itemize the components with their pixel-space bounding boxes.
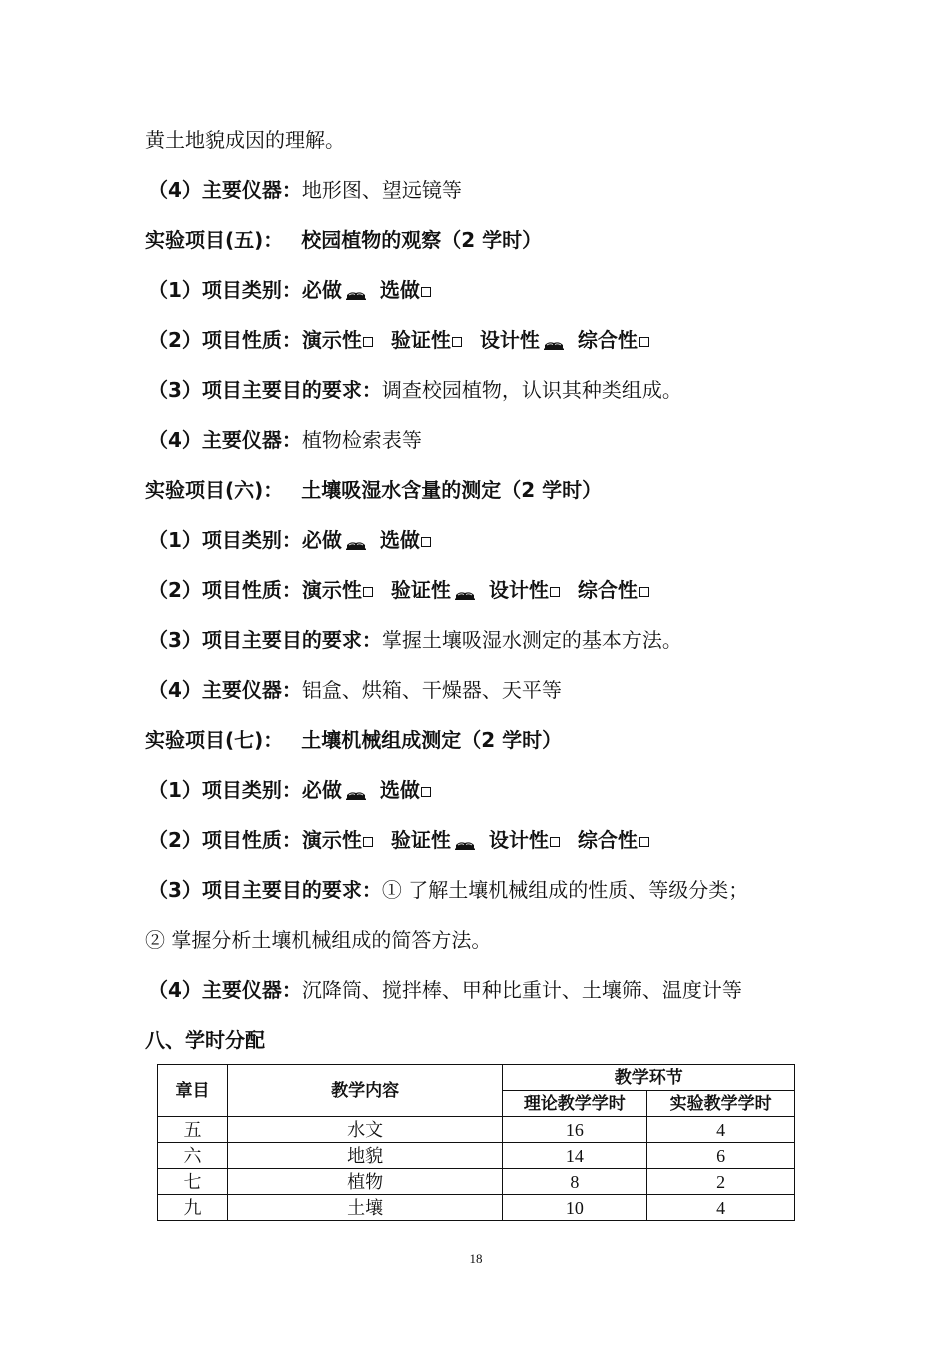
project-6-nature: （2）项目性质：演示性 验证性 设计性 综合性 — [148, 577, 649, 603]
checkbox-icon — [452, 337, 462, 347]
header-chapter: 章目 — [158, 1065, 228, 1117]
table-row — [158, 1143, 795, 1169]
checkbox-icon — [550, 837, 560, 847]
checkbox-icon — [550, 587, 560, 597]
checked-mark-icon — [455, 839, 475, 850]
cell-content: 土壤 — [227, 1195, 503, 1221]
cell-theory: 8 — [503, 1169, 647, 1195]
instrument-line: （4）主要仪器：地形图、望远镜等 — [148, 178, 462, 202]
text-line: 黄土地貌成因的理解。 — [145, 128, 345, 152]
project-5-goal: （3）项目主要目的要求：调查校园植物，认识其种类组成。 — [148, 378, 682, 402]
project-7-category: （1）项目类别：必做 选做 — [148, 777, 431, 803]
project-5-heading: 实验项目(五)： 校园植物的观察（2 学时） — [145, 228, 543, 252]
header-content: 教学内容 — [227, 1065, 503, 1117]
cell-lab: 4 — [647, 1195, 795, 1221]
cell-content: 植物 — [227, 1169, 503, 1195]
checkbox-icon — [639, 837, 649, 847]
project-6-heading: 实验项目(六)： 土壤吸湿水含量的测定（2 学时） — [145, 478, 603, 502]
checked-mark-icon — [544, 339, 564, 350]
checked-mark-icon — [346, 789, 366, 800]
checkbox-icon — [639, 337, 649, 347]
header-lab: 实验教学学时 — [647, 1091, 795, 1117]
header-teaching: 教学环节 — [503, 1065, 795, 1091]
cell-content: 水文 — [227, 1117, 503, 1143]
cell-chapter: 九 — [158, 1195, 228, 1221]
cell-theory: 14 — [503, 1143, 647, 1169]
cell-theory: 10 — [503, 1195, 647, 1221]
project-7-goal: （3）项目主要目的要求：① 了解土壤机械组成的性质、等级分类； — [148, 878, 749, 902]
checkbox-icon — [363, 337, 373, 347]
header-theory: 理论教学学时 — [503, 1091, 647, 1117]
cell-lab: 2 — [647, 1169, 795, 1195]
cell-chapter: 六 — [158, 1143, 228, 1169]
checkbox-icon — [363, 837, 373, 847]
checkbox-icon — [421, 537, 431, 547]
project-7-nature: （2）项目性质：演示性 验证性 设计性 综合性 — [148, 827, 649, 853]
project-5-instruments: （4）主要仪器：植物检索表等 — [148, 428, 422, 452]
checkbox-icon — [421, 287, 431, 297]
project-6-goal: （3）项目主要目的要求：掌握土壤吸湿水测定的基本方法。 — [148, 628, 682, 652]
table-row — [158, 1195, 795, 1221]
cell-lab: 4 — [647, 1117, 795, 1143]
project-5-nature: （2）项目性质：演示性 验证性 设计性 综合性 — [148, 327, 649, 353]
checked-mark-icon — [346, 289, 366, 300]
cell-theory: 16 — [503, 1117, 647, 1143]
project-6-category: （1）项目类别：必做 选做 — [148, 527, 431, 553]
checked-mark-icon — [346, 539, 366, 550]
table-row — [158, 1117, 795, 1143]
checked-mark-icon — [455, 589, 475, 600]
section-heading: 八、学时分配 — [145, 1028, 265, 1052]
table-row — [158, 1169, 795, 1195]
project-7-instruments: （4）主要仪器：沉降筒、搅拌棒、甲种比重计、土壤筛、温度计等 — [148, 978, 742, 1002]
checkbox-icon — [363, 587, 373, 597]
checkbox-icon — [639, 587, 649, 597]
project-6-instruments: （4）主要仪器：铝盒、烘箱、干燥器、天平等 — [148, 678, 562, 702]
checkbox-icon — [421, 787, 431, 797]
project-7-heading: 实验项目(七)： 土壤机械组成测定（2 学时） — [145, 728, 563, 752]
hours-table — [157, 1064, 795, 1221]
cell-content: 地貌 — [227, 1143, 503, 1169]
cell-lab: 6 — [647, 1143, 795, 1169]
cell-chapter: 七 — [158, 1169, 228, 1195]
cell-chapter: 五 — [158, 1117, 228, 1143]
project-5-category: （1）项目类别：必做 选做 — [148, 277, 431, 303]
project-7-goal-continued: ② 掌握分析土壤机械组成的简答方法。 — [145, 928, 492, 952]
page-number: 18 — [469, 1251, 483, 1266]
